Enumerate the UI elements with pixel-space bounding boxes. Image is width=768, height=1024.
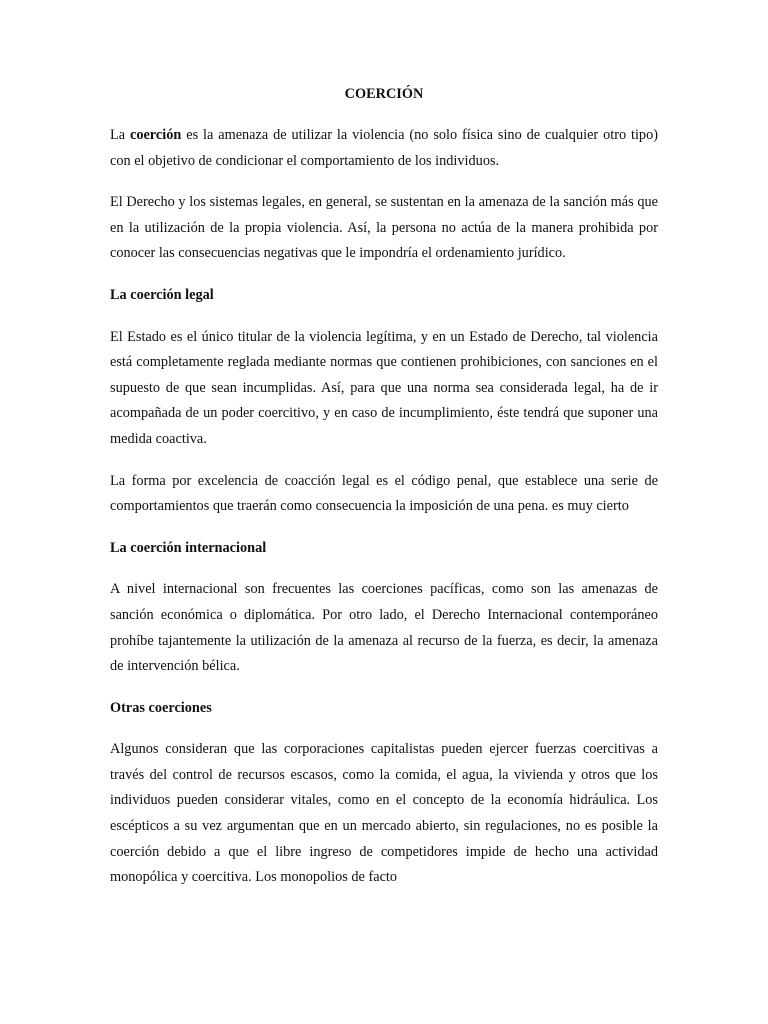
heading-other-coercions: Otras coerciones — [110, 699, 212, 716]
intro-paragraph — [110, 123, 658, 174]
paragraph-law-sanction: El Derecho y los sistemas legales, en general, se sustentan en la amenaza de la sanción más que en la utilización de la propia violencia. Así, la persona no actúa de la manera prohibida por conocer las consecuencias negativas que le impondría el ordenamiento jurídico. — [110, 194, 658, 262]
paragraph-international: A nivel internacional son frecuentes las coerciones pacíficas, como son las amenazas de sanción económica o diplomática. Por otro lado, el Derecho Internacional contemporáneo prohíbe tajantemente la utilización de la amenaza al recurso de la fuerza, es decir, la amenaza de intervención bélica. — [110, 581, 658, 675]
intro-bold-term: coerción — [129, 127, 182, 143]
heading-legal-coercion: La coerción legal — [110, 286, 214, 303]
document-page — [110, 84, 658, 907]
paragraph-legal-state: El Estado es el único titular de la violencia legítima, y en un Estado de Derecho, tal violencia está completamente reglada mediante normas que contienen prohibiciones, con sanciones en el supuesto de que sean incumplidas. Así, para que una norma sea considerada legal, ha de ir acompañada de un poder coercitivo, y en caso de incumplimiento, éste tendrá que suponer una medida coactiva. — [110, 328, 658, 447]
paragraph-other: Algunos consideran que las corporaciones capitalistas pueden ejercer fuerzas coercitivas a través del control de recursos escasos, como la comida, el agua, la vivienda y otros que los individuos pueden considerar vitales, como en el concepto de la economía hidráulica. Los escépticos a su vez argumentan que en un mercado abierto, sin regulaciones, no es posible la coerción debido a que el libre ingreso de competidores impide de hecho una actividad monopólica y coercitiva. Los monopolios de facto — [110, 741, 658, 886]
intro-rest: es la amenaza de utilizar la violencia (no solo física sino de cualquier otro tipo) con el objetivo de condicionar el comportamiento de los individuos. — [110, 127, 658, 169]
paragraph-legal-penal-code: La forma por excelencia de coacción legal es el código penal, que establece una serie de comportamientos que traerán como consecuencia la imposición de una pena. es muy cierto — [110, 472, 658, 515]
heading-international-coercion: La coerción internacional — [110, 539, 267, 556]
document-title: COERCIÓN — [344, 86, 424, 102]
intro-lead: La — [110, 127, 130, 143]
